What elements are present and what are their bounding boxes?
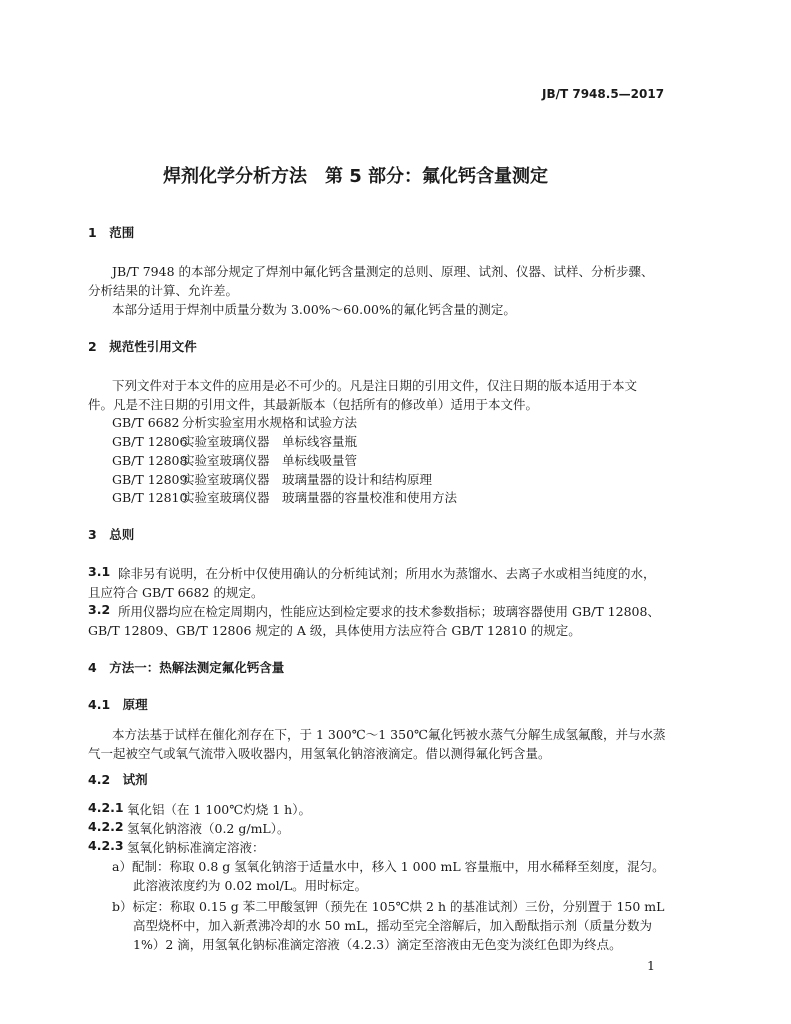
reference-item	[112, 488, 457, 506]
reference-item	[112, 451, 357, 469]
reference-title: 分析实验室用水规格和试验方法	[182, 415, 358, 430]
clause-4-1-line1: 本方法基于试样在催化剂存在下，于 1 300℃～1 350℃氟化钙被水蒸气分解生成氢氟酸，并与水蒸	[112, 727, 666, 742]
clause-3-2-number: 3.2	[88, 602, 111, 617]
standard-number: JB/T 7948.5—2017	[542, 87, 665, 101]
clause-4-2-1-text: 氧化铝（在 1 100℃灼烧 1 h）。	[127, 802, 311, 817]
section-2-para1-line2: 件。凡是不注日期的引用文件，其最新版本（包括所有的修改单）适用于本文件。	[88, 397, 539, 412]
reference-title: 实验室玻璃仪器 玻璃量器的设计和结构原理	[182, 472, 433, 487]
reference-code: GB/T 12806	[112, 434, 188, 449]
section-1-para1-line1: JB/T 7948 的本部分规定了焊剂中氟化钙含量测定的总则、原理、试剂、仪器、试样、分析步骤、	[112, 264, 654, 279]
document-title: 焊剂化学分析方法 第 5 部分：氟化钙含量测定	[163, 166, 549, 187]
reference-title: 实验室玻璃仪器 单标线吸量管	[182, 453, 358, 468]
section-1-para1-line2: 分析结果的计算、允许差。	[88, 283, 239, 298]
clause-3-1-number: 3.1	[88, 564, 111, 579]
section-2-para1-line1: 下列文件对于本文件的应用是必不可少的。凡是注日期的引用文件，仅注日期的版本适用于本文	[112, 378, 638, 393]
list-item-b-line3: 1%）2 滴，用氢氧化钠标准滴定溶液（4.2.3）滴定至溶液由无色变为淡红色即为终点。	[133, 937, 622, 952]
list-item-b-line1: b）标定：称取 0.15 g 苯二甲酸氢钾（预先在 105℃烘 2 h 的基准试剂）三份，分别置于 150 mL	[112, 899, 665, 914]
reference-code: GB/T 12808	[112, 453, 188, 468]
reference-code: GB/T 12809	[112, 472, 188, 487]
clause-4-2-heading: 4.2 试剂	[88, 772, 148, 787]
clause-4-2-2-number: 4.2.2	[88, 819, 124, 834]
clause-4-1-line2: 气一起被空气或氧气流带入吸收器内，用氢氧化钠溶液滴定。借以测得氟化钙含量。	[88, 746, 551, 761]
section-3-heading: 3 总则	[88, 527, 135, 542]
section-4-heading: 4 方法一：热解法测定氟化钙含量	[88, 660, 285, 675]
list-item-a-line2: 此溶液浓度约为 0.02 mol/L。用时标定。	[133, 878, 368, 893]
list-item-a-line1: a）配制：称取 0.8 g 氢氧化钠溶于适量水中，移入 1 000 mL 容量瓶中，用水稀释至刻度，混匀。	[112, 859, 665, 874]
reference-code: GB/T 12810	[112, 490, 188, 505]
list-item-b-line2: 高型烧杯中，加入新煮沸冷却的水 50 mL，摇动至完全溶解后，加入酚酞指示剂（质量分数为	[133, 918, 653, 933]
clause-3-1-line1: 除非另有说明，在分析中仅使用确认的分析纯试剂；所用水为蒸馏水、去离子水或相当纯度的水，	[118, 566, 656, 581]
clause-4-1-heading: 4.1 原理	[88, 697, 148, 712]
clause-4-2-3-number: 4.2.3	[88, 838, 124, 853]
reference-item	[112, 413, 357, 431]
clause-4-2-2-text: 氢氧化钠溶液（0.2 g/mL）。	[127, 821, 290, 836]
clause-4-2-3-text: 氢氧化钠标准滴定溶液：	[127, 840, 265, 855]
section-2-heading: 2 规范性引用文件	[88, 339, 197, 354]
clause-4-2-1-number: 4.2.1	[88, 800, 124, 815]
reference-title: 实验室玻璃仪器 单标线容量瓶	[182, 434, 358, 449]
clause-3-1-line2: 且应符合 GB/T 6682 的规定。	[88, 585, 264, 600]
reference-item	[112, 470, 432, 488]
reference-title: 实验室玻璃仪器 玻璃量器的容量校准和使用方法	[182, 490, 458, 505]
clause-3-2-line1: 所用仪器均应在检定周期内，性能应达到检定要求的技术参数指标；玻璃容器使用 GB/T 12808、	[118, 604, 660, 619]
section-1-para2: 本部分适用于焊剂中质量分数为 3.00%～60.00%的氟化钙含量的测定。	[112, 302, 516, 317]
clause-3-2-line2: GB/T 12809、GB/T 12806 规定的 A 级，具体使用方法应符合 GB/T 12810 的规定。	[88, 623, 581, 638]
reference-item	[112, 432, 357, 450]
page-number: 1	[647, 958, 655, 973]
section-1-heading: 1 范围	[88, 225, 135, 240]
reference-code: GB/T 6682	[112, 415, 180, 430]
